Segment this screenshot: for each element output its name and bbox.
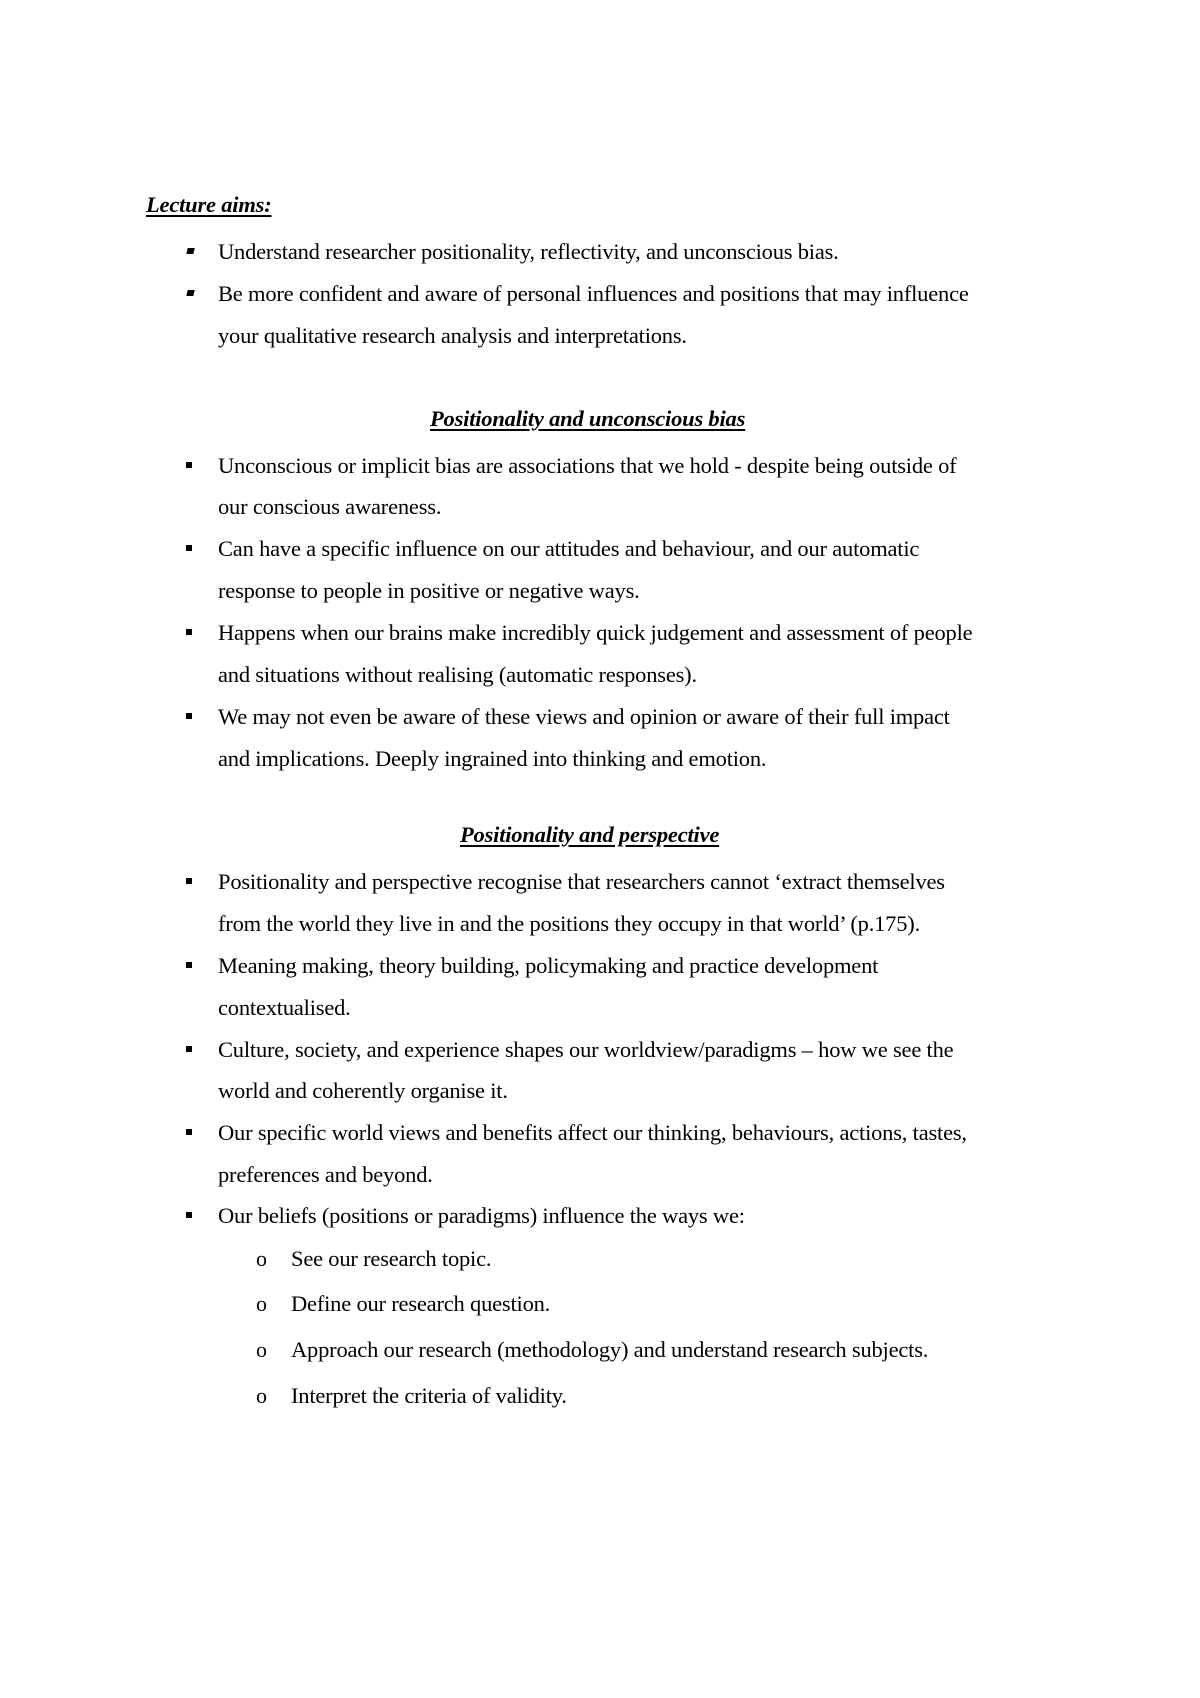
list-item-text: Understand researcher positionality, reflectivity, and unconscious bias. (218, 239, 839, 264)
list-item-text: response to people in positive or negative ways. (218, 578, 640, 603)
list-item-text: Meaning making, theory building, policymaking and practice development (218, 953, 879, 978)
square-bullet-icon (186, 878, 192, 884)
list-item-text: contextualised. (218, 995, 351, 1020)
square-bullet-icon (186, 248, 194, 254)
square-bullet-icon (186, 1129, 192, 1135)
sub-list-item-text: Approach our research (methodology) and understand research subjects. (291, 1337, 929, 1362)
square-bullet-icon (186, 713, 192, 719)
list-item-text: Culture, society, and experience shapes our worldview/paradigms – how we see the (218, 1037, 954, 1062)
list-item-text: from the world they live in and the positions they occupy in that world’ (p.175). (218, 911, 920, 936)
positionality-perspective-heading: Positionality and perspective (460, 822, 720, 847)
square-bullet-icon (186, 1046, 192, 1052)
list-item-text: Happens when our brains make incredibly quick judgement and assessment of people (218, 620, 973, 645)
circle-bullet-icon: o (256, 1383, 267, 1408)
circle-bullet-icon: o (256, 1291, 267, 1316)
square-bullet-icon (186, 545, 192, 551)
sub-list-item-text: See our research topic. (291, 1246, 492, 1271)
circle-bullet-icon: o (256, 1246, 267, 1271)
sub-list-item-text: Interpret the criteria of validity. (291, 1383, 567, 1408)
list-item-text: Our specific world views and benefits affect our thinking, behaviours, actions, tastes, (218, 1120, 967, 1145)
list-item-text: our conscious awareness. (218, 494, 442, 519)
list-item-text: Be more confident and aware of personal influences and positions that may influence (218, 281, 969, 306)
square-bullet-icon (186, 629, 192, 635)
list-item-text: world and coherently organise it. (218, 1078, 508, 1103)
square-bullet-icon (186, 290, 194, 296)
list-item-text: Unconscious or implicit bias are associations that we hold - despite being outside of (218, 453, 957, 478)
list-item-text: Our beliefs (positions or paradigms) influence the ways we: (218, 1203, 745, 1228)
list-item-text: We may not even be aware of these views and opinion or aware of their full impact (218, 704, 950, 729)
list-item-text: and situations without realising (automatic responses). (218, 662, 697, 687)
list-item-text: and implications. Deeply ingrained into thinking and emotion. (218, 746, 767, 771)
list-item-text: Positionality and perspective recognise that researchers cannot ‘extract themselves (218, 869, 945, 894)
list-item-text: Can have a specific influence on our attitudes and behaviour, and our automatic (218, 536, 920, 561)
positionality-bias-heading: Positionality and unconscious bias (430, 406, 746, 431)
circle-bullet-icon: o (256, 1337, 267, 1362)
list-item-text: your qualitative research analysis and interpretations. (218, 323, 687, 348)
square-bullet-icon (186, 462, 192, 468)
sub-list-item-text: Define our research question. (291, 1291, 551, 1316)
square-bullet-icon (186, 962, 192, 968)
square-bullet-icon (186, 1212, 192, 1218)
list-item-text: preferences and beyond. (218, 1162, 433, 1187)
lecture-aims-heading: Lecture aims: (146, 192, 272, 217)
